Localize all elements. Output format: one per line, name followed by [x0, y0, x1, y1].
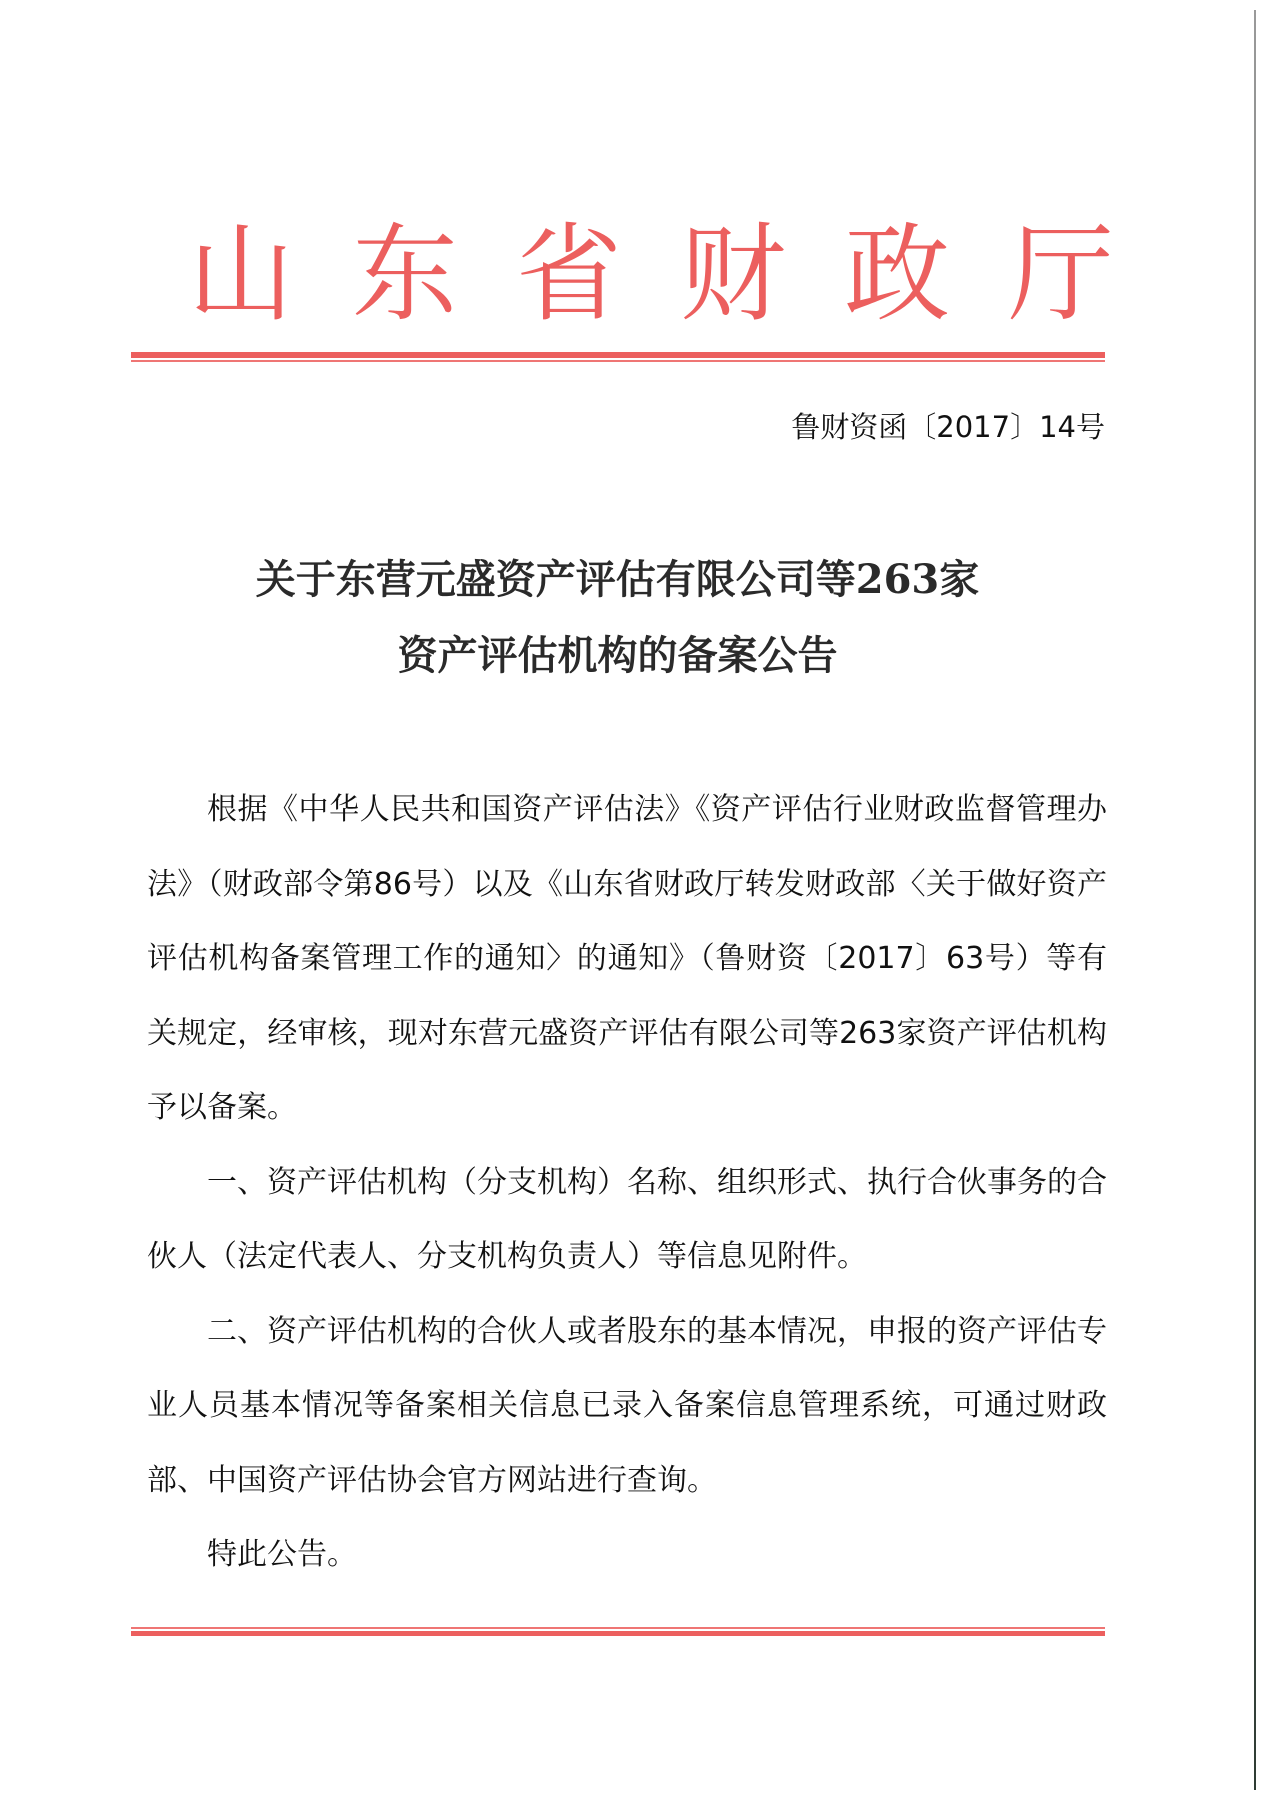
- closing-statement: 特此公告。: [207, 1537, 357, 1572]
- scan-edge-line: [1254, 10, 1256, 1790]
- title-line-2: 资产评估机构的备案公告: [397, 632, 838, 679]
- body-paragraph-item-2: 二、资产评估机构的合伙人或者股东的基本情况，申报的资产评估专业人员基本情况等备案相关信息已录入备案信息管理系统，可通过财政部、中国资产评估协会官方网站进行查询。: [147, 1313, 1107, 1498]
- red-rule-thin: [131, 360, 1105, 362]
- issuing-authority-header: 山东省财政厅: [188, 213, 1172, 336]
- document-number: 鲁财资函〔2017〕14号: [791, 410, 1105, 444]
- document-title: [130, 542, 1105, 694]
- title-line-1: 关于东营元盛资产评估有限公司等263家: [255, 556, 980, 603]
- document-body: [147, 773, 1107, 1593]
- body-paragraph-item-1: 一、资产评估机构（分支机构）名称、组织形式、执行合伙事务的合伙人（法定代表人、分支机构负责人）等信息见附件。: [147, 1164, 1107, 1274]
- body-paragraph-intro: 根据《中华人民共和国资产评估法》《资产评估行业财政监督管理办法》（财政部令第86号）以及《山东省财政厅转发财政部〈关于做好资产评估机构备案管理工作的通知〉的通知》（鲁财资〔2017〕63号）等有关规定，经审核，现对东营元盛资产评估有限公司等263家资产评估机构予以备案。: [147, 792, 1107, 1125]
- red-rule-thick: [131, 1631, 1105, 1636]
- red-footer-rule: [131, 1627, 1105, 1636]
- red-header-rule: [131, 352, 1105, 362]
